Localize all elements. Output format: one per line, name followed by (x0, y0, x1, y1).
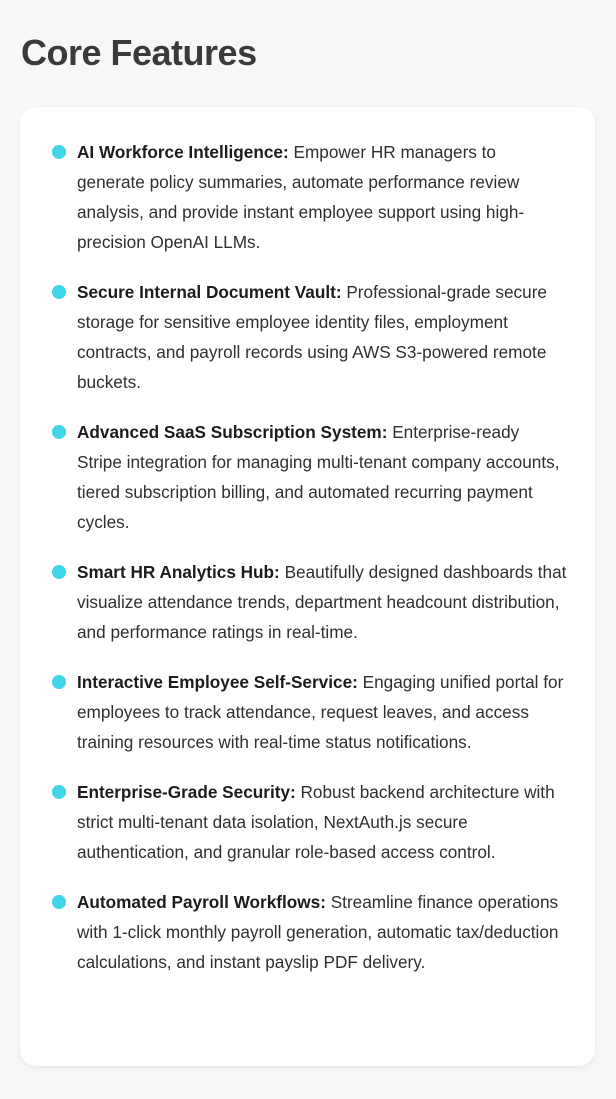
feature-list (52, 137, 567, 977)
bullet-dot-icon (52, 565, 66, 579)
bullet-dot-icon (52, 785, 66, 799)
page-title: Core Features (21, 32, 257, 73)
features-card (20, 107, 595, 1066)
feature-name: Enterprise-Grade Security: (77, 782, 301, 802)
feature-name: Secure Internal Document Vault: (77, 282, 347, 302)
feature-description: Professional-grade secure storage for sensitive employee identity files, employment contracts, and payroll records using AWS S3-powered remote buckets. (77, 282, 547, 392)
feature-item (52, 417, 567, 537)
feature-item (52, 667, 567, 757)
feature-name: Interactive Employee Self-Service: (77, 672, 363, 692)
feature-description: Robust backend architecture with strict multi-tenant data isolation, NextAuth.js secure authentication, and granular role-based access control. (77, 782, 555, 862)
bullet-dot-icon (52, 425, 66, 439)
feature-description: Enterprise-ready Stripe integration for managing multi-tenant company accounts, tiered subscription billing, and automated recurring payment cycles. (77, 422, 560, 532)
feature-item (52, 137, 567, 257)
bullet-dot-icon (52, 895, 66, 909)
feature-item (52, 557, 567, 647)
bullet-dot-icon (52, 675, 66, 689)
feature-name: Advanced SaaS Subscription System: (77, 422, 393, 442)
feature-item (52, 777, 567, 867)
feature-description: Streamline finance operations with 1-click monthly payroll generation, automatic tax/deduction calculations, and instant payslip PDF delivery. (77, 892, 559, 972)
feature-description: Engaging unified portal for employees to track attendance, request leaves, and access training resources with real-time status notifications. (77, 672, 564, 752)
feature-description: Beautifully designed dashboards that visualize attendance trends, department headcount distribution, and performance ratings in real-time. (77, 562, 567, 642)
feature-name: AI Workforce Intelligence: (77, 142, 294, 162)
feature-item (52, 277, 567, 397)
bullet-dot-icon (52, 145, 66, 159)
feature-description: Empower HR managers to generate policy summaries, automate performance review analysis, and provide instant employee support using high-precision OpenAI LLMs. (77, 142, 525, 252)
feature-item (52, 887, 567, 977)
bullet-dot-icon (52, 285, 66, 299)
feature-name: Automated Payroll Workflows: (77, 892, 331, 912)
feature-name: Smart HR Analytics Hub: (77, 562, 285, 582)
